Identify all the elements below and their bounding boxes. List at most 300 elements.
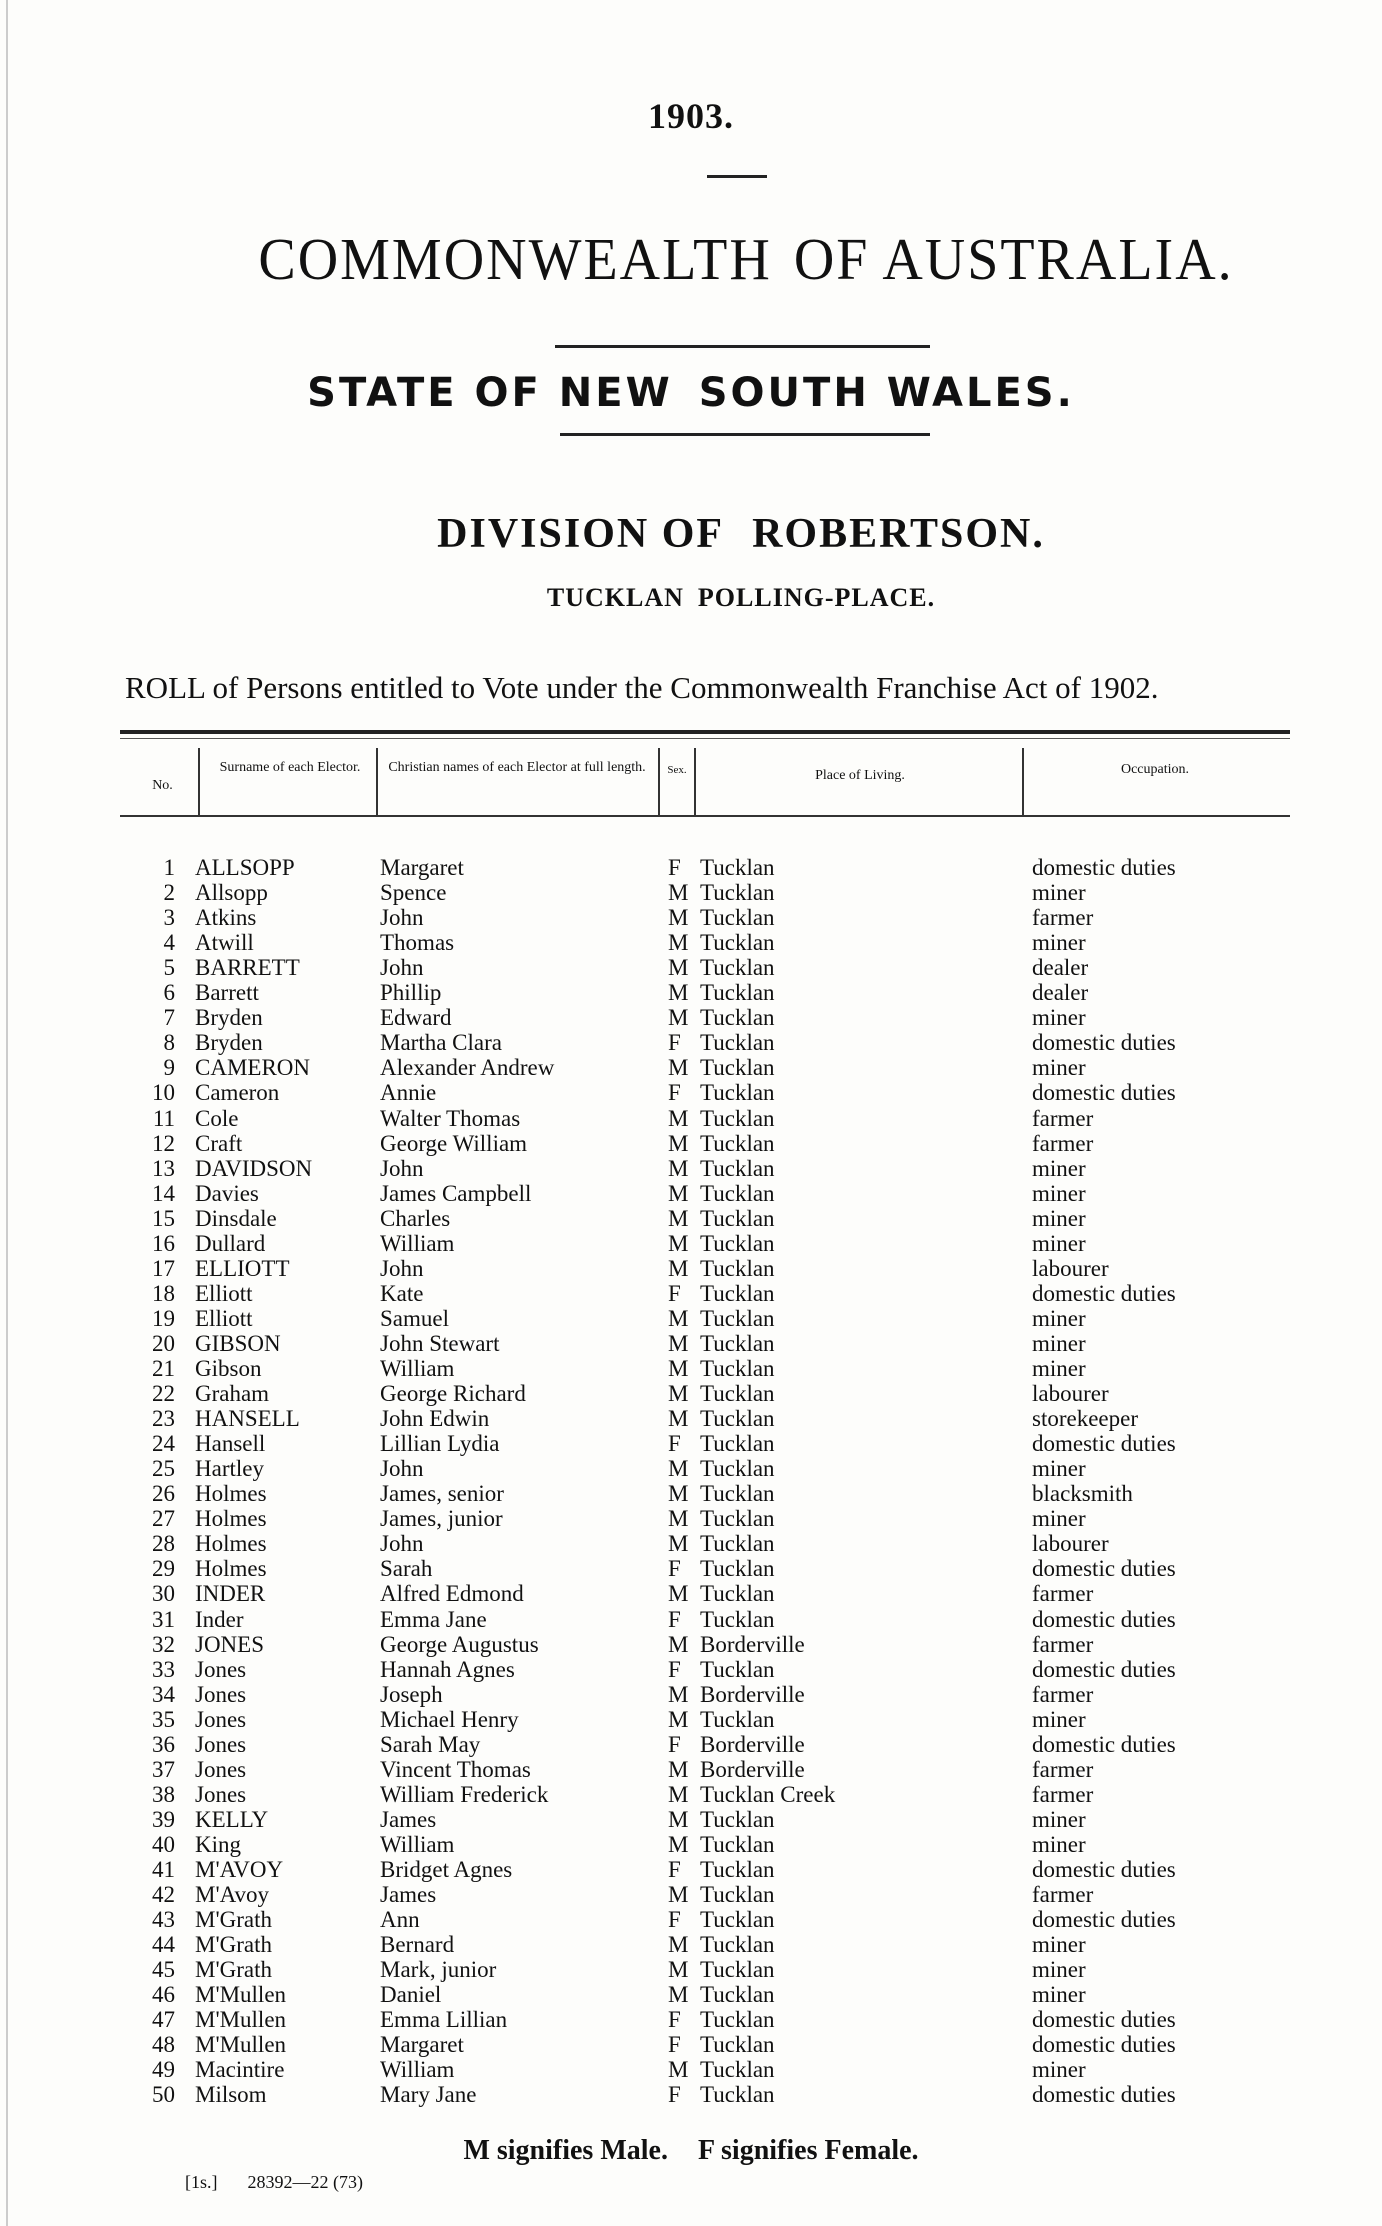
elector-number: 24 <box>152 1431 175 1457</box>
elector-place-of-living: Tucklan <box>700 1406 775 1432</box>
table-row <box>0 2057 1382 2082</box>
sex-legend <box>0 2135 1382 2167</box>
elector-sex: M <box>668 1105 689 1131</box>
table-row <box>0 1306 1382 1331</box>
elector-place-of-living: Tucklan <box>700 2082 775 2108</box>
column-header-surname: Surname of each Elector. <box>219 760 361 775</box>
column-header-sex: Sex. <box>667 764 687 776</box>
legend-male: M signifies Male. <box>463 2135 668 2166</box>
column-divider <box>658 748 660 816</box>
polling-place-part-a: TUCKLAN <box>546 583 684 612</box>
elector-christian-names: John <box>380 905 424 931</box>
elector-christian-names: William <box>380 1356 455 1381</box>
table-row <box>0 1406 1382 1431</box>
elector-christian-names: Edward <box>380 1005 452 1031</box>
table-row <box>0 1707 1382 1732</box>
elector-occupation: miner <box>1032 1180 1086 1206</box>
elector-surname: Gibson <box>195 1356 262 1381</box>
elector-sex: M <box>668 1155 689 1181</box>
elector-surname: Hartley <box>195 1456 264 1482</box>
elector-christian-names: George Augustus <box>380 1631 539 1657</box>
elector-sex: F <box>668 2007 681 2033</box>
column-header-christian-names: Christian names of each Elector at full length. <box>388 760 646 775</box>
elector-number: 23 <box>152 1406 175 1432</box>
elector-occupation: miner <box>1032 1506 1086 1532</box>
elector-place-of-living: Tucklan <box>700 1330 775 1356</box>
elector-surname: M'Grath <box>195 1957 272 1983</box>
elector-number: 21 <box>152 1356 175 1381</box>
elector-sex: M <box>668 1531 689 1557</box>
elector-sex: M <box>668 1330 689 1356</box>
elector-number: 27 <box>152 1506 175 1532</box>
elector-occupation: miner <box>1032 1155 1086 1181</box>
elector-christian-names: Mark, junior <box>380 1957 497 1983</box>
table-row <box>0 2032 1382 2057</box>
column-divider <box>694 748 696 816</box>
elector-number: 46 <box>152 1982 175 2008</box>
elector-occupation: miner <box>1032 1706 1086 1732</box>
elector-number: 14 <box>152 1180 175 1206</box>
elector-occupation: domestic duties <box>1032 1556 1176 1582</box>
elector-place-of-living: Borderville <box>700 1756 805 1782</box>
table-row <box>0 1005 1382 1030</box>
table-row <box>0 1757 1382 1782</box>
elector-sex: M <box>668 1130 689 1156</box>
elector-number: 33 <box>152 1656 175 1682</box>
elector-surname: Allsopp <box>195 880 268 906</box>
table-row <box>0 1632 1382 1657</box>
elector-surname: M'Avoy <box>195 1882 269 1908</box>
elector-occupation: miner <box>1032 1330 1086 1356</box>
table-row <box>0 905 1382 930</box>
division-heading <box>0 510 1382 558</box>
elector-christian-names: John <box>380 1255 424 1281</box>
elector-number: 38 <box>152 1781 175 1807</box>
elector-sex: M <box>668 1406 689 1432</box>
elector-number: 28 <box>152 1531 175 1557</box>
elector-sex: M <box>668 1756 689 1782</box>
roll-title: ROLL of Persons entitled to Vote under the Commonwealth Franchise Act of 1902. <box>125 670 1159 705</box>
elector-surname: Hansell <box>195 1431 266 1457</box>
elector-number: 35 <box>152 1706 175 1732</box>
elector-occupation: miner <box>1032 1305 1086 1331</box>
elector-christian-names: Daniel <box>380 1982 442 2008</box>
elector-surname: BARRETT <box>195 955 300 981</box>
elector-surname: Dullard <box>195 1230 266 1256</box>
table-row <box>0 1256 1382 1281</box>
elector-number: 18 <box>152 1280 175 1306</box>
elector-sex: M <box>668 1506 689 1532</box>
table-row <box>0 1807 1382 1832</box>
table-row <box>0 1331 1382 1356</box>
elector-christian-names: John <box>380 1456 424 1482</box>
elector-sex: F <box>668 1656 681 1682</box>
elector-number: 36 <box>152 1731 175 1757</box>
elector-surname: Holmes <box>195 1481 267 1507</box>
elector-place-of-living: Tucklan <box>700 1506 775 1532</box>
elector-number: 16 <box>152 1230 175 1256</box>
table-row <box>0 2007 1382 2032</box>
elector-sex: M <box>668 1706 689 1732</box>
table-row <box>0 880 1382 905</box>
elector-sex: F <box>668 1431 681 1457</box>
table-row <box>0 1231 1382 1256</box>
elector-place-of-living: Tucklan <box>700 1556 775 1582</box>
table-row <box>0 1080 1382 1105</box>
state-heading-part-a: STATE OF NEW <box>307 370 673 416</box>
elector-number: 8 <box>163 1030 175 1056</box>
table-row <box>0 1957 1382 1982</box>
elector-place-of-living: Tucklan <box>700 1105 775 1131</box>
elector-place-of-living: Tucklan <box>700 1606 775 1632</box>
elector-surname: CAMERON <box>195 1055 311 1081</box>
elector-surname: Jones <box>195 1656 247 1682</box>
elector-surname: M'Grath <box>195 1907 272 1933</box>
elector-place-of-living: Tucklan <box>700 2007 775 2033</box>
table-row <box>0 1907 1382 1932</box>
elector-sex: F <box>668 2032 681 2058</box>
elector-number: 43 <box>152 1907 175 1933</box>
elector-number: 40 <box>152 1831 175 1857</box>
elector-number: 41 <box>152 1857 175 1882</box>
elector-sex: M <box>668 1781 689 1807</box>
elector-place-of-living: Tucklan <box>700 1155 775 1181</box>
elector-place-of-living: Tucklan <box>700 1005 775 1031</box>
elector-christian-names: Spence <box>380 880 447 906</box>
elector-sex: M <box>668 1255 689 1281</box>
elector-sex: F <box>668 1857 681 1882</box>
elector-place-of-living: Tucklan <box>700 1857 775 1882</box>
print-reference-b: 28392—22 (73) <box>247 2172 363 2192</box>
elector-sex: F <box>668 1030 681 1056</box>
elector-place-of-living: Tucklan <box>700 1381 775 1407</box>
elector-number: 44 <box>152 1932 175 1958</box>
elector-surname: Macintire <box>195 2057 285 2083</box>
elector-occupation: farmer <box>1032 1681 1094 1707</box>
elector-christian-names: William <box>380 2057 455 2083</box>
table-row <box>0 1106 1382 1131</box>
elector-sex: M <box>668 1230 689 1256</box>
elector-sex: F <box>668 1907 681 1933</box>
elector-christian-names: Bernard <box>380 1932 455 1958</box>
elector-number: 50 <box>152 2082 175 2108</box>
elector-number: 45 <box>152 1957 175 1983</box>
elector-occupation: domestic duties <box>1032 1606 1176 1632</box>
elector-number: 34 <box>152 1681 175 1707</box>
elector-place-of-living: Tucklan <box>700 2032 775 2058</box>
elector-number: 39 <box>152 1806 175 1832</box>
elector-occupation: miner <box>1032 1806 1086 1832</box>
elector-number: 6 <box>163 980 175 1006</box>
elector-place-of-living: Tucklan <box>700 955 775 981</box>
elector-christian-names: Samuel <box>380 1305 449 1331</box>
column-divider <box>1022 748 1024 816</box>
elector-sex: M <box>668 1681 689 1707</box>
elector-christian-names: William <box>380 1230 455 1256</box>
elector-place-of-living: Tucklan <box>700 1356 775 1381</box>
country-heading-part-a: COMMONWEALTH <box>258 227 772 293</box>
table-row <box>0 1932 1382 1957</box>
table-row <box>0 1456 1382 1481</box>
elector-number: 12 <box>152 1130 175 1156</box>
elector-place-of-living: Tucklan <box>700 1907 775 1933</box>
elector-number: 10 <box>152 1080 175 1106</box>
elector-christian-names: James, junior <box>380 1506 503 1532</box>
elector-occupation: labourer <box>1032 1255 1109 1281</box>
elector-christian-names: Alexander Andrew <box>380 1055 555 1081</box>
table-row <box>0 955 1382 980</box>
elector-sex: M <box>668 1581 689 1607</box>
elector-place-of-living: Tucklan <box>700 2057 775 2083</box>
elector-christian-names: Annie <box>380 1080 437 1106</box>
elector-place-of-living: Tucklan Creek <box>700 1781 836 1807</box>
elector-sex: F <box>668 855 681 880</box>
year-heading: 1903. <box>648 96 734 136</box>
elector-christian-names: Sarah <box>380 1556 433 1582</box>
table-top-rule-thin <box>120 738 1290 739</box>
elector-number: 22 <box>152 1381 175 1407</box>
elector-surname: HANSELL <box>195 1406 300 1432</box>
elector-occupation: miner <box>1032 880 1086 906</box>
elector-number: 37 <box>152 1756 175 1782</box>
elector-place-of-living: Borderville <box>700 1681 805 1707</box>
elector-sex: M <box>668 955 689 981</box>
elector-place-of-living: Tucklan <box>700 1581 775 1607</box>
column-divider <box>198 748 200 816</box>
elector-place-of-living: Borderville <box>700 1731 805 1757</box>
elector-christian-names: James, senior <box>380 1481 504 1507</box>
elector-place-of-living: Tucklan <box>700 1230 775 1256</box>
table-row <box>0 855 1382 880</box>
elector-christian-names: Ann <box>380 1907 420 1933</box>
elector-place-of-living: Tucklan <box>700 1205 775 1231</box>
column-divider <box>376 748 378 816</box>
state-heading-part-b: SOUTH WALES. <box>698 370 1075 416</box>
divider-rule <box>555 345 930 348</box>
table-row <box>0 1682 1382 1707</box>
elector-surname: Elliott <box>195 1305 253 1331</box>
elector-christian-names: Thomas <box>380 930 455 956</box>
elector-surname: Davies <box>195 1180 259 1206</box>
elector-place-of-living: Tucklan <box>700 1456 775 1482</box>
elector-christian-names: John Edwin <box>380 1406 490 1432</box>
elector-christian-names: Joseph <box>380 1681 443 1707</box>
elector-surname: Jones <box>195 1681 247 1707</box>
elector-occupation: dealer <box>1032 955 1089 981</box>
elector-place-of-living: Tucklan <box>700 1280 775 1306</box>
elector-christian-names: John Stewart <box>380 1330 500 1356</box>
table-row <box>0 1381 1382 1406</box>
table-row <box>0 1556 1382 1581</box>
table-row <box>0 1431 1382 1456</box>
elector-occupation: miner <box>1032 1055 1086 1081</box>
table-row <box>0 1982 1382 2007</box>
elector-surname: M'Mullen <box>195 2032 287 2058</box>
elector-sex: F <box>668 1556 681 1582</box>
elector-occupation: domestic duties <box>1032 1280 1176 1306</box>
elector-sex: M <box>668 1305 689 1331</box>
elector-surname: Bryden <box>195 1030 263 1056</box>
division-heading-part-a: DIVISION OF <box>437 511 725 557</box>
elector-christian-names: Sarah May <box>380 1731 481 1757</box>
elector-occupation: domestic duties <box>1032 1731 1176 1757</box>
elector-christian-names: Hannah Agnes <box>380 1656 515 1682</box>
elector-christian-names: Margaret <box>380 2032 464 2058</box>
elector-occupation: farmer <box>1032 1581 1094 1607</box>
elector-surname: GIBSON <box>195 1330 281 1356</box>
elector-occupation: farmer <box>1032 1105 1094 1131</box>
elector-surname: Inder <box>195 1606 244 1632</box>
elector-occupation: miner <box>1032 1356 1086 1381</box>
elector-christian-names: Alfred Edmond <box>380 1581 524 1607</box>
elector-christian-names: Emma Lillian <box>380 2007 508 2033</box>
elector-surname: Holmes <box>195 1531 267 1557</box>
elector-occupation: farmer <box>1032 1130 1094 1156</box>
elector-number: 29 <box>152 1556 175 1582</box>
elector-surname: Holmes <box>195 1506 267 1532</box>
elector-surname: Jones <box>195 1781 247 1807</box>
table-row <box>0 1607 1382 1632</box>
elector-number: 9 <box>163 1055 175 1081</box>
table-row <box>0 1055 1382 1080</box>
elector-place-of-living: Tucklan <box>700 1180 775 1206</box>
elector-occupation: miner <box>1032 930 1086 956</box>
table-row <box>0 1206 1382 1231</box>
table-row <box>0 980 1382 1005</box>
elector-surname: Atkins <box>195 905 257 931</box>
table-row <box>0 2082 1382 2107</box>
elector-christian-names: William <box>380 1831 455 1857</box>
elector-number: 31 <box>152 1606 175 1632</box>
elector-surname: DAVIDSON <box>195 1155 313 1181</box>
elector-sex: F <box>668 2082 681 2108</box>
elector-number: 19 <box>152 1305 175 1331</box>
elector-place-of-living: Borderville <box>700 1631 805 1657</box>
print-reference <box>185 2172 363 2193</box>
elector-sex: F <box>668 1731 681 1757</box>
elector-place-of-living: Tucklan <box>700 855 775 880</box>
elector-number: 47 <box>152 2007 175 2033</box>
elector-number: 30 <box>152 1581 175 1607</box>
elector-sex: M <box>668 1456 689 1482</box>
elector-occupation: miner <box>1032 1932 1086 1958</box>
elector-occupation: domestic duties <box>1032 855 1176 880</box>
elector-christian-names: Kate <box>380 1280 424 1306</box>
column-header-place: Place of Living. <box>815 768 905 783</box>
elector-place-of-living: Tucklan <box>700 930 775 956</box>
print-reference-a: [1s.] <box>185 2172 218 2192</box>
elector-christian-names: John <box>380 1531 424 1557</box>
elector-sex: M <box>668 1631 689 1657</box>
table-row <box>0 1581 1382 1606</box>
elector-occupation: domestic duties <box>1032 1857 1176 1882</box>
table-row <box>0 1506 1382 1531</box>
elector-place-of-living: Tucklan <box>700 880 775 906</box>
elector-occupation: domestic duties <box>1032 2082 1176 2108</box>
elector-place-of-living: Tucklan <box>700 1531 775 1557</box>
elector-occupation: blacksmith <box>1032 1481 1133 1507</box>
elector-surname: Barrett <box>195 980 259 1006</box>
polling-place-heading <box>0 583 1382 613</box>
elector-christian-names: John <box>380 1155 424 1181</box>
elector-surname: King <box>195 1831 241 1857</box>
column-header-occupation: Occupation. <box>1120 762 1190 777</box>
elector-occupation: dealer <box>1032 980 1089 1006</box>
elector-number: 13 <box>152 1155 175 1181</box>
elector-sex: M <box>668 1005 689 1031</box>
elector-sex: M <box>668 1180 689 1206</box>
table-row <box>0 1782 1382 1807</box>
table-row <box>0 1281 1382 1306</box>
elector-sex: M <box>668 1932 689 1958</box>
elector-surname: Cole <box>195 1105 239 1131</box>
elector-sex: M <box>668 1806 689 1832</box>
elector-number: 17 <box>152 1255 175 1281</box>
elector-occupation: domestic duties <box>1032 2032 1176 2058</box>
elector-place-of-living: Tucklan <box>700 1806 775 1832</box>
elector-sex: M <box>668 1381 689 1407</box>
elector-occupation: domestic duties <box>1032 1656 1176 1682</box>
elector-place-of-living: Tucklan <box>700 1656 775 1682</box>
elector-place-of-living: Tucklan <box>700 1305 775 1331</box>
table-row <box>0 1857 1382 1882</box>
elector-sex: M <box>668 1356 689 1381</box>
elector-occupation: farmer <box>1032 905 1094 931</box>
table-row <box>0 1481 1382 1506</box>
elector-occupation: farmer <box>1032 1882 1094 1908</box>
elector-surname: ELLIOTT <box>195 1255 290 1281</box>
elector-surname: M'AVOY <box>195 1857 284 1882</box>
elector-christian-names: Emma Jane <box>380 1606 487 1632</box>
table-row <box>0 1356 1382 1381</box>
elector-surname: Milsom <box>195 2082 267 2108</box>
elector-place-of-living: Tucklan <box>700 980 775 1006</box>
elector-sex: M <box>668 930 689 956</box>
elector-occupation: miner <box>1032 1982 1086 2008</box>
elector-place-of-living: Tucklan <box>700 1932 775 1958</box>
elector-number: 5 <box>163 955 175 981</box>
elector-sex: M <box>668 1982 689 2008</box>
elector-sex: M <box>668 1481 689 1507</box>
elector-sex: M <box>668 880 689 906</box>
elector-christian-names: James <box>380 1882 437 1908</box>
elector-number: 20 <box>152 1330 175 1356</box>
elector-number: 2 <box>163 880 175 906</box>
elector-place-of-living: Tucklan <box>700 1831 775 1857</box>
elector-surname: Jones <box>195 1731 247 1757</box>
elector-surname: M'Mullen <box>195 2007 287 2033</box>
elector-occupation: labourer <box>1032 1531 1109 1557</box>
elector-christian-names: Margaret <box>380 855 464 880</box>
elector-christian-names: Vincent Thomas <box>380 1756 531 1782</box>
country-heading <box>0 226 1382 293</box>
elector-christian-names: Charles <box>380 1205 451 1231</box>
elector-surname: Jones <box>195 1756 247 1782</box>
table-row <box>0 1181 1382 1206</box>
elector-christian-names: Walter Thomas <box>380 1105 521 1131</box>
table-row <box>0 1030 1382 1055</box>
elector-place-of-living: Tucklan <box>700 1055 775 1081</box>
elector-occupation: miner <box>1032 1831 1086 1857</box>
elector-sex: F <box>668 1280 681 1306</box>
elector-number: 15 <box>152 1205 175 1231</box>
elector-occupation: miner <box>1032 1205 1086 1231</box>
elector-place-of-living: Tucklan <box>700 1130 775 1156</box>
elector-christian-names: John <box>380 955 424 981</box>
elector-sex: M <box>668 1205 689 1231</box>
table-row <box>0 1882 1382 1907</box>
elector-number: 11 <box>152 1105 175 1131</box>
